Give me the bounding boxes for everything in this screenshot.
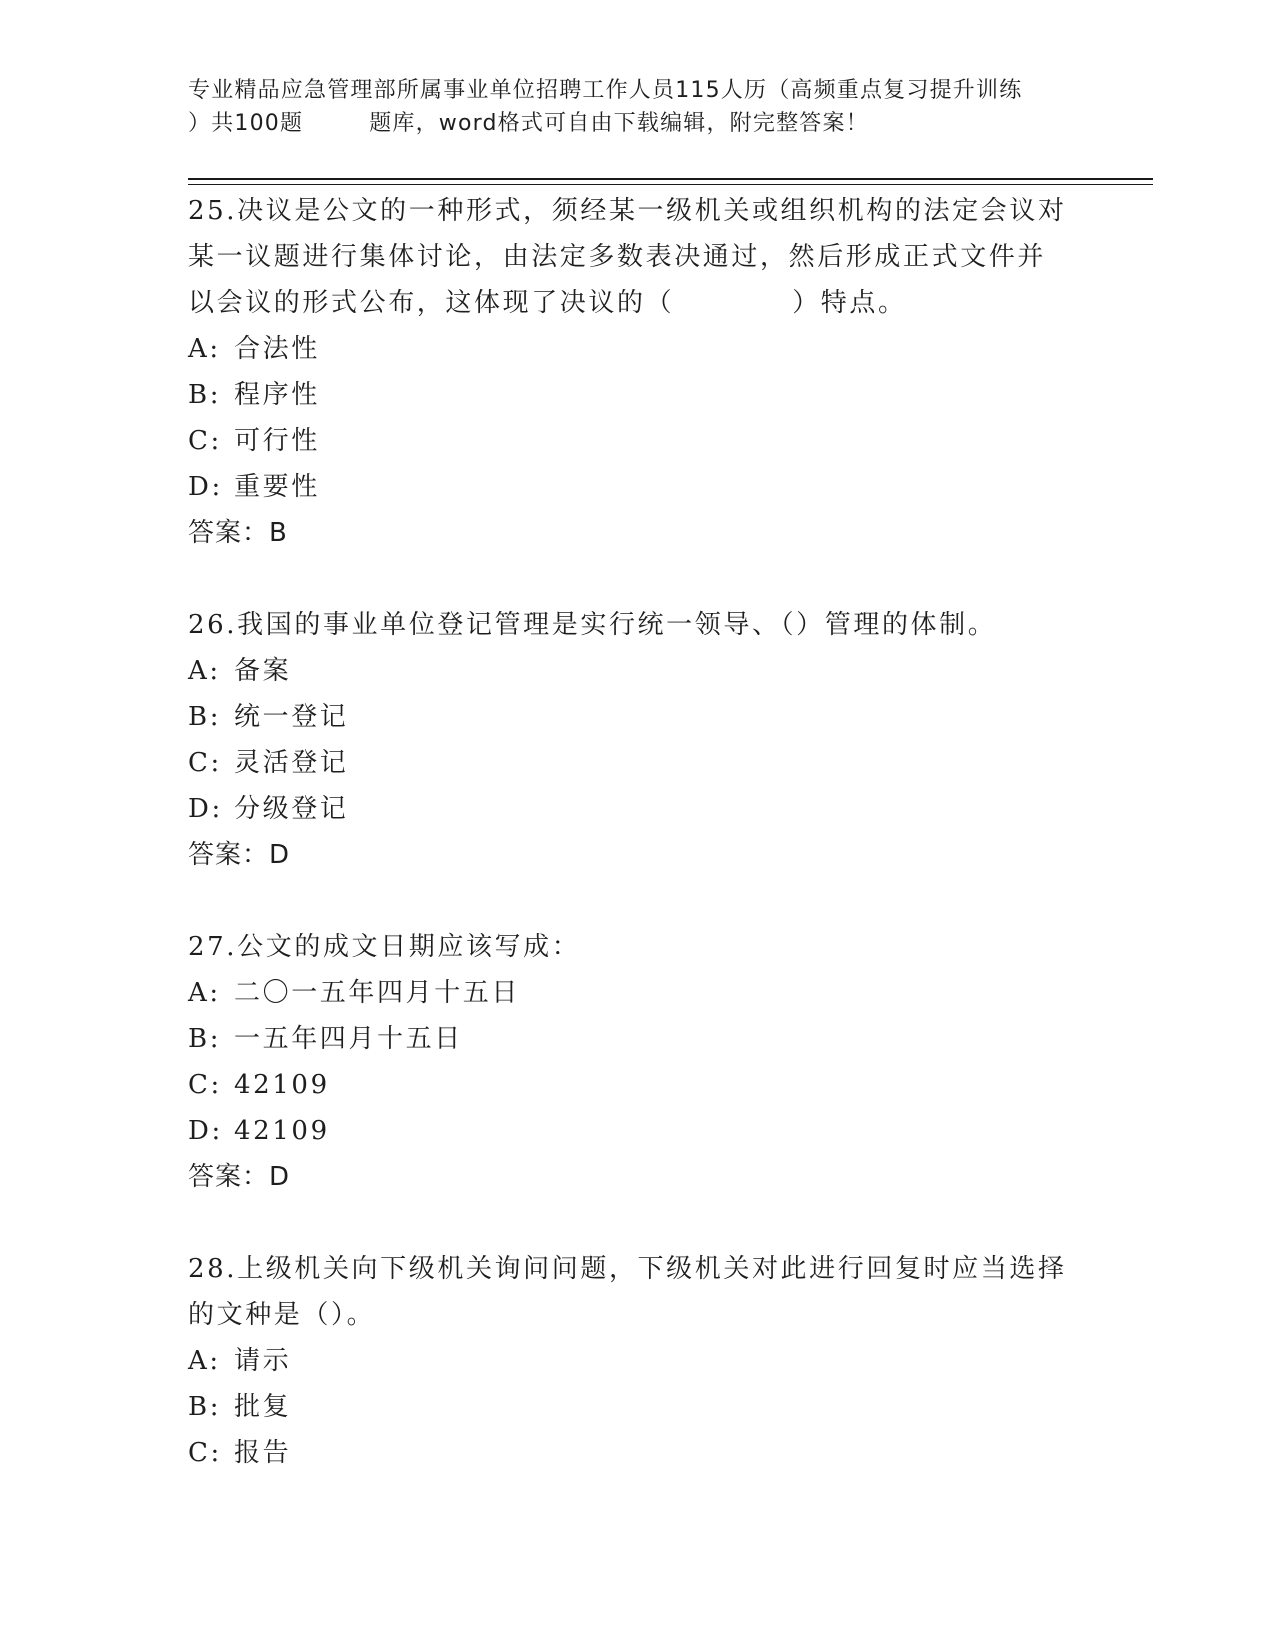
question-stem-text: ）特点。 — [792, 288, 907, 318]
option-a — [188, 970, 1088, 1016]
question-28 — [188, 1246, 1088, 1476]
option-letter: B: — [188, 380, 222, 410]
option-c — [188, 1430, 1088, 1476]
option-letter: C: — [188, 1438, 222, 1468]
header-line-2 — [188, 107, 1088, 140]
option-text: 灵活登记 — [234, 748, 349, 778]
option-text: 请示 — [234, 1346, 292, 1376]
question-spacer — [188, 1200, 1088, 1246]
option-b — [188, 1016, 1088, 1062]
question-list — [188, 188, 1088, 1476]
option-text: 备案 — [234, 656, 292, 686]
header-divider-thick — [188, 178, 1153, 180]
option-letter: C: — [188, 748, 222, 778]
option-letter: C: — [188, 1070, 222, 1100]
option-text: 二〇一五年四月十五日 — [234, 978, 521, 1008]
question-stem-line — [188, 280, 1088, 326]
question-stem-line: 26.我国的事业单位登记管理是实行统一领导、（）管理的体制。 — [188, 610, 997, 640]
header-line-2-part-b: 题库，word格式可自由下载编辑，附完整答案！ — [369, 111, 869, 136]
header-line-1: 专业精品应急管理部所属事业单位招聘工作人员115人历（高频重点复习提升训练 — [188, 78, 1023, 103]
header-line-2-part-a: ）共100题 — [188, 111, 304, 136]
option-b — [188, 372, 1088, 418]
option-text: 可行性 — [234, 426, 320, 456]
option-letter: A: — [188, 978, 221, 1008]
option-text: 42109 — [234, 1116, 330, 1146]
option-letter: D: — [188, 794, 223, 824]
option-letter: B: — [188, 702, 222, 732]
option-letter: B: — [188, 1392, 222, 1422]
question-stem-text: 以会议的形式公布，这体现了决议的（ — [188, 288, 675, 318]
option-b — [188, 694, 1088, 740]
option-c — [188, 1062, 1088, 1108]
question-stem-line: 某一议题进行集体讨论，由法定多数表决通过，然后形成正式文件并 — [188, 242, 1047, 272]
option-letter: D: — [188, 472, 223, 502]
option-letter: A: — [188, 334, 221, 364]
question-stem — [188, 602, 1088, 648]
answer-line: 答案：D — [188, 1162, 291, 1192]
question-stem — [188, 1246, 1088, 1338]
option-c — [188, 418, 1088, 464]
option-d — [188, 786, 1088, 832]
option-c — [188, 740, 1088, 786]
option-text: 重要性 — [234, 472, 320, 502]
option-text: 一五年四月十五日 — [234, 1024, 463, 1054]
question-stem-line: 28.上级机关向下级机关询问问题，下级机关对此进行回复时应当选择 — [188, 1254, 1067, 1284]
header-divider-thin — [188, 184, 1153, 185]
question-stem — [188, 188, 1088, 326]
question-stem-line: 27.公文的成文日期应该写成： — [188, 932, 581, 962]
question-25 — [188, 188, 1088, 556]
option-text: 批复 — [234, 1392, 292, 1422]
question-spacer — [188, 556, 1088, 602]
question-27 — [188, 924, 1088, 1200]
option-d — [188, 1108, 1088, 1154]
option-text: 合法性 — [234, 334, 320, 364]
option-text: 42109 — [234, 1070, 330, 1100]
option-letter: A: — [188, 1346, 221, 1376]
option-a — [188, 648, 1088, 694]
option-b — [188, 1384, 1088, 1430]
option-letter: C: — [188, 426, 222, 456]
question-stem — [188, 924, 1088, 970]
option-letter: D: — [188, 1116, 223, 1146]
option-a — [188, 326, 1088, 372]
answer-line: 答案：D — [188, 840, 291, 870]
option-text: 分级登记 — [234, 794, 349, 824]
document-header — [188, 74, 1088, 140]
option-d — [188, 464, 1088, 510]
question-stem-line: 的文种是（）。 — [188, 1300, 376, 1330]
question-spacer — [188, 878, 1088, 924]
option-letter: A: — [188, 656, 221, 686]
question-stem-line: 25.决议是公文的一种形式，须经某一级机关或组织机构的法定会议对 — [188, 196, 1067, 226]
option-a — [188, 1338, 1088, 1384]
option-letter: B: — [188, 1024, 222, 1054]
option-text: 统一登记 — [234, 702, 349, 732]
answer-line: 答案：B — [188, 518, 288, 548]
question-26 — [188, 602, 1088, 878]
option-text: 报告 — [234, 1438, 292, 1468]
option-text: 程序性 — [234, 380, 320, 410]
